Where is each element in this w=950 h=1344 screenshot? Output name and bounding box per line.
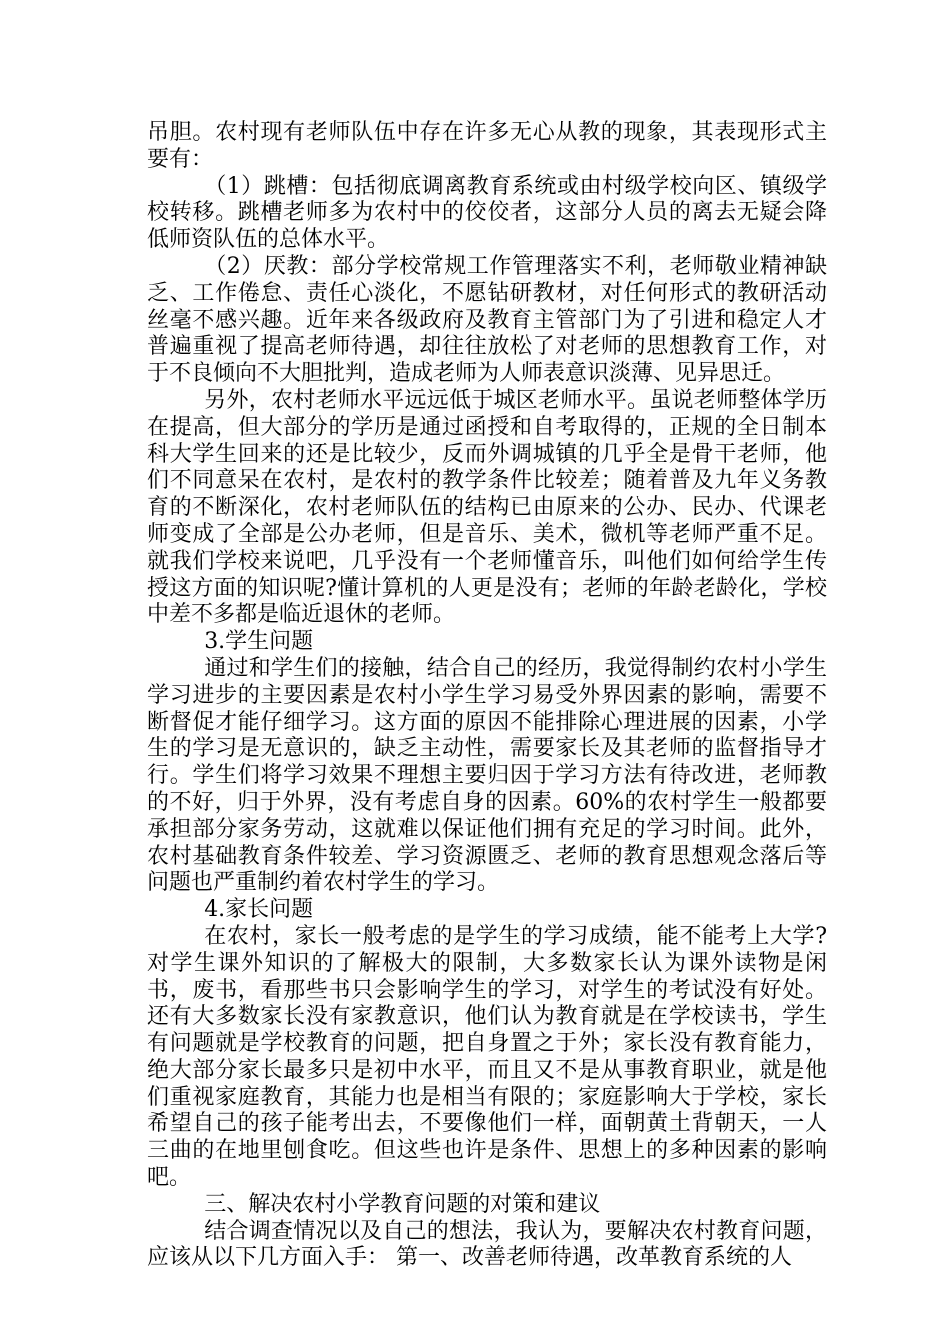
document-page (147, 120, 827, 1272)
paragraph-teacher-level: 另外，农村老师水平远远低于城区老师水平。虽说老师整体学历在提高，但大部分的学历是通过函授和自考取得的，正规的全日制本科大学生回来的还是比较少，反而外调城镇的几乎全是骨干老师，他们不同意呆在农村，是农村的教学条件比较差；随着普及九年义务教育的不断深化，农村老师队伍的结构已由原来的公办、民办、代课老师变成了全部是公办老师，但是音乐、美术，微机等老师严重不足。就我们学校来说吧，几乎没有一个老师懂音乐，叫他们如何给学生传授这方面的知识呢?懂计算机的人更是没有；老师的年龄老龄化，学校中差不多都是临近退休的老师。 (147, 387, 827, 628)
paragraph-continuation: 吊胆。农村现有老师队伍中存在许多无心从教的现象，其表现形式主要有： (147, 120, 827, 172)
paragraph-countermeasures: 结合调查情况以及自己的想法，我认为，要解决农村教育问题，应该从以下几方面入手： 第一、改善老师待遇，改革教育系统的人 (147, 1218, 827, 1271)
paragraph-parent-problem: 在农村，家长一般考虑的是学生的学习成绩，能不能考上大学?对学生课外知识的了解极大的限制，大多数家长认为课外读物是闲书，废书，看那些书只会影响学生的学习，对学生的考试没有好处。还有大多数家长没有家教意识，他们认为教育就是在学校读书，学生有问题就是学校教育的问题，把自身置之于外；家长没有教育能力，绝大部分家长最多只是初中水平，而且又不是从事教育职业，就是他们重视家庭教育，其能力也是相当有限的；家庭影响大于学校，家长希望自己的孩子能考出去，不要像他们一样，面朝黄土背朝天，一人三曲的在地里刨食吃。但这些也许是条件、思想上的多种因素的影响吧。 (147, 923, 827, 1191)
paragraph-teaching-aversion: （2）厌教：部分学校常规工作管理落实不利，老师敬业精神缺乏、工作倦怠、责任心淡化，不愿钻研教材，对任何形式的教研活动丝毫不感兴趣。近年来各级政府及教育主管部门为了引进和稳定人才普遍重视了提高老师待遇，却往往放松了对老师的思想教育工作，对于不良倾向不大胆批判，造成老师为人师表意识淡薄、见异思迁。 (147, 253, 827, 387)
paragraph-job-hopping: （1）跳槽：包括彻底调离教育系统或由村级学校向区、镇级学校转移。跳槽老师多为农村中的佼佼者，这部分人员的离去无疑会降低师资队伍的总体水平。 (147, 173, 827, 253)
heading-student-problem: 3.学生问题 (204, 629, 314, 655)
paragraph-student-problem: 通过和学生们的接触，结合自己的经历，我觉得制约农村小学生学习进步的主要因素是农村小学生学习易受外界因素的影响，需要不断督促才能仔细学习。这方面的原因不能排除心理进展的因素，小学生的学习是无意识的，缺乏主动性，需要家长及其老师的监督指导才行。学生们将学习效果不理想主要归因于学习方法有待改进，老师教的不好，归于外界，没有考虑自身的因素。60%的农村学生一般都要承担部分家务劳动，这就难以保证他们拥有充足的学习时间。此外，农村基础教育条件较差、学习资源匮乏、老师的教育思想观念落后等问题也严重制约着农村学生的学习。 (147, 655, 827, 896)
heading-countermeasures: 三、解决农村小学教育问题的对策和建议 (204, 1191, 601, 1217)
heading-parent-problem: 4.家长问题 (204, 897, 314, 923)
